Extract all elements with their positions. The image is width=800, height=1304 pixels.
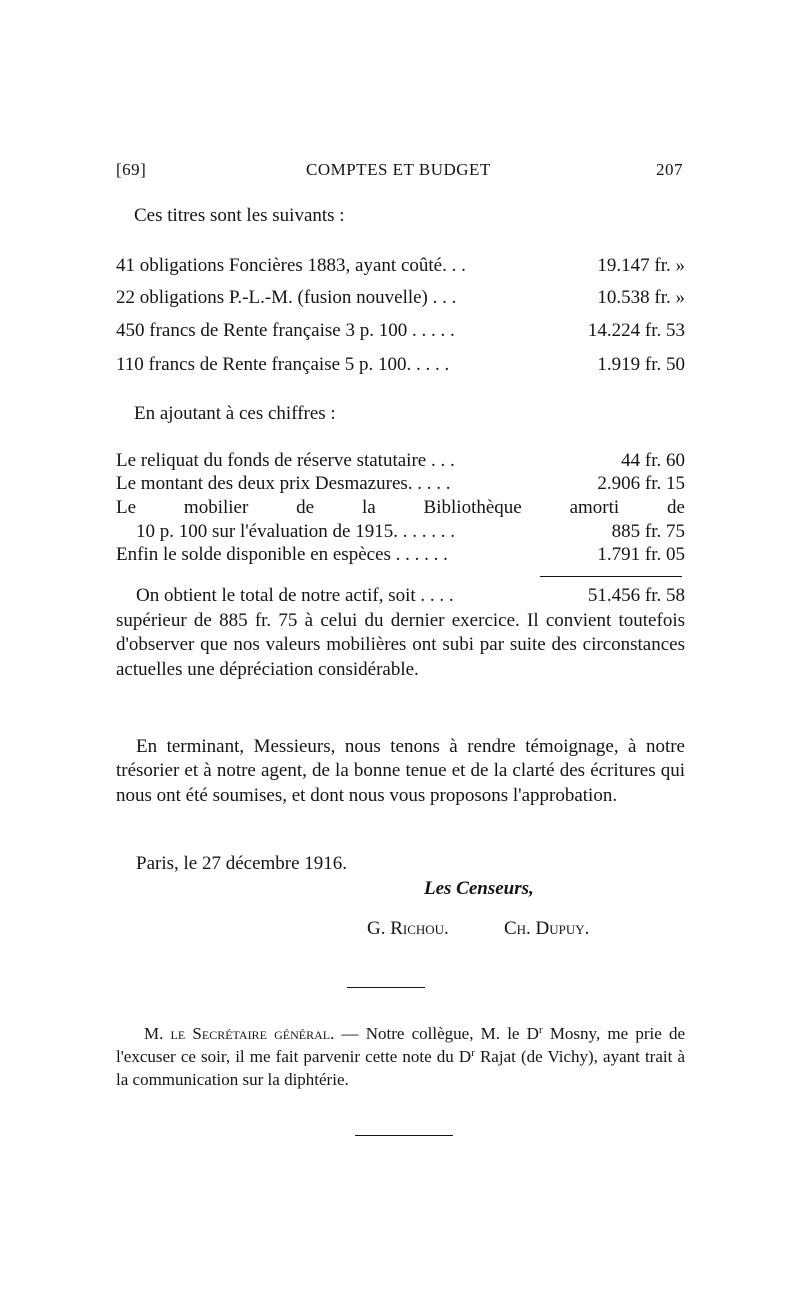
note-speaker: M. le Secrétaire général. — [144, 1024, 335, 1043]
addition-label: Le mobilier de la Bibliothèque amorti de — [116, 497, 685, 518]
title-row — [116, 320, 685, 348]
note-text: — Notre collègue, M. le D — [334, 1024, 539, 1043]
page-section-number: [69] — [116, 160, 147, 179]
addition-label: Enfin le solde disponible en espèces . . . . . . — [116, 544, 448, 565]
title-label: 450 francs de Rente française 3 p. 100 . . . . . — [116, 320, 455, 341]
title-amount: 1.919 fr. 50 — [597, 354, 685, 375]
sum-rule — [540, 576, 682, 577]
addition-label: Le reliquat du fonds de réserve statutaire . . . — [116, 450, 455, 471]
addition-amount: 2.906 fr. 15 — [597, 473, 685, 494]
addition-amount: 1.791 fr. 05 — [597, 544, 685, 565]
addition-amount: 885 fr. 75 — [611, 521, 685, 542]
closing-paragraph: En terminant, Messieurs, nous tenons à rendre témoignage, à notre trésorier et à notre agent, de la bonne tenue et de la clarté des écritures qui nous ont été soumises, et dont nous vous proposons l'approbation. — [116, 736, 685, 806]
addition-label: 10 p. 100 sur l'évaluation de 1915. . . . . . . — [136, 521, 455, 542]
title-amount: 10.538 fr. » — [597, 287, 685, 308]
signatory-name: Ch. Dupuy. — [504, 918, 590, 939]
signatory-name: G. Richou. — [367, 918, 449, 939]
title-amount: 14.224 fr. 53 — [587, 320, 685, 341]
signatories-title: Les Censeurs, — [424, 878, 534, 899]
page-number: 207 — [656, 160, 683, 179]
title-row — [116, 287, 685, 315]
adding-line: En ajoutant à ces chiffres : — [134, 403, 336, 424]
total-continuation-paragraph: supérieur de 885 fr. 75 à celui du dernier exercice. Il convient toutefois d'observer que nos valeurs mobilières ont subi par suite des circonstances actuelles une dépréciation considérable. — [116, 610, 685, 680]
total-label: On obtient le total de notre actif, soit . . . . — [136, 585, 454, 606]
note-superscript: r — [471, 1047, 475, 1059]
title-label: 22 obligations P.-L.-M. (fusion nouvelle) . . . — [116, 287, 457, 308]
separator-rule — [347, 987, 425, 988]
title-label: 41 obligations Foncières 1883, ayant coûté. . . — [116, 255, 466, 276]
secretary-note — [116, 1022, 685, 1091]
date-line: Paris, le 27 décembre 1916. — [136, 853, 348, 874]
title-row — [116, 354, 685, 382]
note-superscript: r — [538, 1024, 543, 1036]
note-text: Mosny, me prie de l'excuser ce soir, il me fait parvenir cette note du D — [116, 1024, 686, 1066]
running-title: COMPTES ET BUDGET — [306, 160, 491, 179]
addition-row — [116, 544, 685, 572]
intro-line: Ces titres sont les suivants : — [134, 205, 345, 226]
addition-amount: 44 fr. 60 — [621, 450, 685, 471]
title-label: 110 francs de Rente française 5 p. 100. . . . . — [116, 354, 450, 375]
bottom-rule — [355, 1135, 453, 1136]
note-text: Rajat (de Vichy), ayant trait à la communication sur la diphtérie. — [116, 1047, 685, 1089]
total-amount: 51.456 fr. 58 — [587, 585, 685, 606]
addition-label: Le montant des deux prix Desmazures. . . . . — [116, 473, 451, 494]
title-row — [116, 255, 685, 283]
title-amount: 19.147 fr. » — [597, 255, 685, 276]
